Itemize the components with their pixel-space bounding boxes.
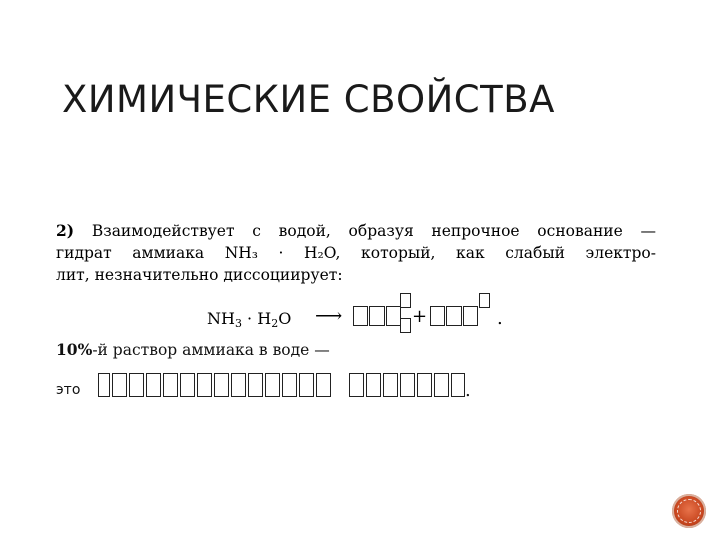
slide-badge-icon [672,494,706,528]
h-subscript: 2 [271,317,279,330]
missing-glyph-line [56,370,486,400]
missing-glyph-box [386,306,401,326]
paragraph-line-2: гидрат аммиака NH₃ · H₂O, который, как слабый электро- [56,244,656,262]
equation-left-side [207,309,291,330]
missing-glyph-box [112,373,127,397]
paragraph-solution [56,340,330,359]
equation-period: . [497,308,503,329]
solution-text: -й раствор аммиака в воде — [92,341,330,359]
missing-glyph-box [129,373,144,397]
o-symbol: O [278,309,292,328]
missing-glyph-box [282,373,297,397]
missing-glyph-box [400,318,411,333]
dissociation-equation [207,296,527,340]
missing-glyph-box [451,373,465,397]
missing-glyph-box [446,306,462,326]
missing-glyph-box [98,373,110,397]
missing-glyph-box [369,306,385,326]
missing-glyph-box [180,373,195,397]
missing-glyph-box [366,373,381,397]
missing-glyph-box [400,373,415,397]
missing-glyph-box [197,373,212,397]
slide-title: ХИМИЧЕСКИЕ СВОЙСТВА [62,78,555,121]
missing-glyph-box [265,373,280,397]
missing-glyph-box [248,373,263,397]
line-period: . [465,380,471,401]
paragraph-line-3: лит, незначительно диссоциирует: [56,266,343,284]
word-eto: это [56,382,81,398]
reaction-arrow: ⟶ [315,305,343,327]
missing-glyph-box [463,306,478,326]
nh-subscript: 3 [234,317,242,330]
paragraph-properties [56,220,656,286]
missing-glyph-box [214,373,229,397]
missing-glyph-box [434,373,449,397]
h-symbol: H [257,309,272,328]
missing-glyph-box [349,373,364,397]
missing-glyph-box [479,293,490,308]
missing-glyph-box [353,306,368,326]
nh-symbol: NH [207,309,235,328]
missing-glyph-box [231,373,246,397]
missing-glyph-box [146,373,161,397]
missing-glyph-box [430,306,445,326]
plus-sign: + [412,306,428,327]
missing-glyph-box [299,373,314,397]
missing-glyph-box [383,373,398,397]
missing-glyph-box [400,293,411,308]
dot-symbol: · [247,309,253,328]
missing-glyph-box [163,373,178,397]
line1-text: Взаимодействует с водой, образуя непрочное основание — [91,222,656,240]
missing-glyph-box [417,373,432,397]
paragraph-line-1 [56,220,656,242]
missing-glyph-box [316,373,331,397]
item-number: 2) [56,221,75,240]
percent-value: 10% [56,340,93,359]
